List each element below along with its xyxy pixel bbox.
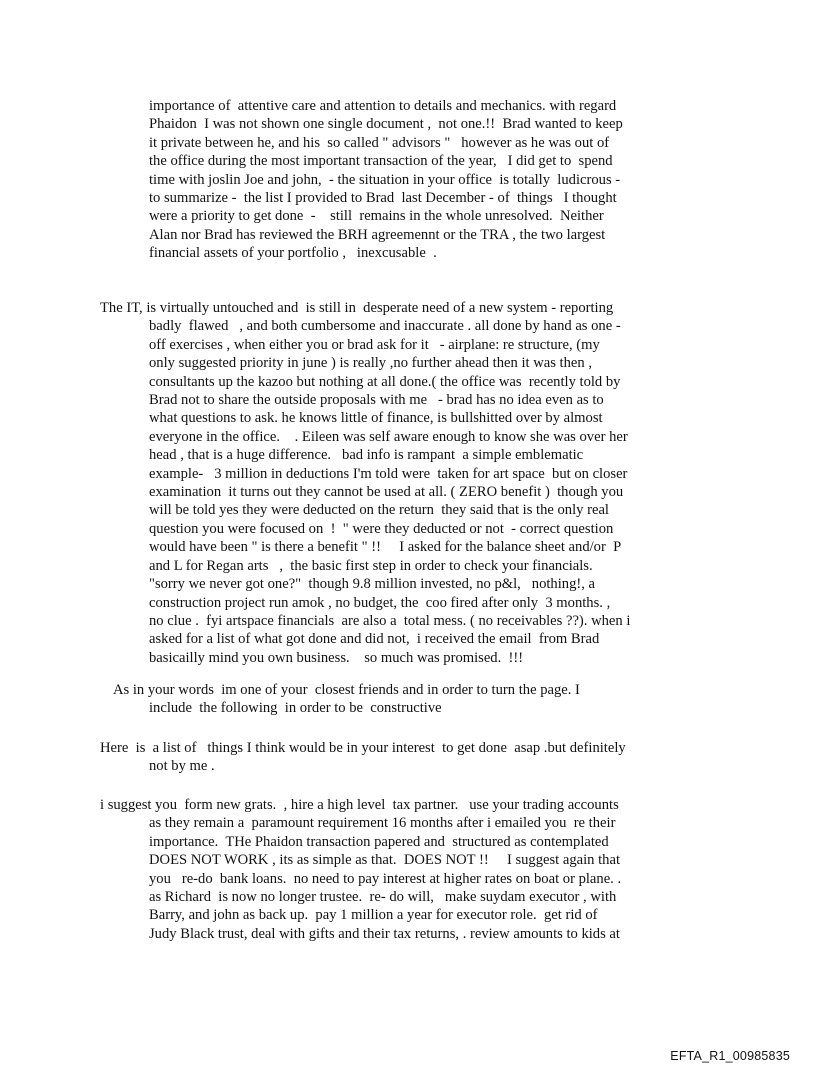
text-line: DOES NOT WORK , its as simple as that. DOES NOT !! I suggest again that bbox=[149, 852, 621, 869]
text-line: Phaidon I was not shown one single document , not one.!! Brad wanted to keep bbox=[149, 116, 623, 133]
text-line: were a priority to get done - still remains in the whole unresolved. Neither bbox=[149, 208, 604, 225]
text-line: head , that is a huge difference. bad info is rampant a simple emblematic bbox=[149, 447, 584, 464]
text-line: include the following in order to be constructive bbox=[149, 700, 442, 717]
text-line: asked for a list of what got done and did not, i received the email from Brad bbox=[149, 631, 600, 648]
paragraph-list-intro bbox=[100, 739, 626, 776]
text-line: construction project run amok , no budget, the coo fired after only 3 months. , bbox=[149, 594, 611, 611]
paragraph-closest-friends bbox=[113, 681, 580, 718]
text-line: financial assets of your portfolio , inexcusable . bbox=[149, 245, 437, 262]
text-line: importance. THe Phaidon transaction papered and structured as contemplated bbox=[149, 833, 609, 850]
text-line: will be told yes they were deducted on the return they said that is the only real bbox=[149, 502, 609, 519]
text-line: off exercises , when either you or brad ask for it - airplane: re structure, (my bbox=[149, 336, 600, 353]
text-line: badly flawed , and both cumbersome and inaccurate . all done by hand as one - bbox=[149, 318, 621, 335]
text-line: "sorry we never got one?" though 9.8 million invested, no p&l, nothing!, a bbox=[149, 576, 596, 593]
text-line: only suggested priority in june ) is really ,no further ahead then it was then , bbox=[149, 355, 592, 372]
paragraph-suggestions bbox=[100, 796, 621, 943]
text-line: you re-do bank loans. no need to pay interest at higher rates on boat or plane. . bbox=[149, 870, 622, 887]
text-line: Here is a list of things I think would be in your interest to get done asap .but definitely bbox=[100, 740, 626, 756]
text-line: not by me . bbox=[149, 758, 215, 775]
text-line: everyone in the office. . Eileen was self aware enough to know she was over her bbox=[149, 428, 628, 445]
text-line: examination it turns out they cannot be used at all. ( ZERO benefit ) though you bbox=[149, 484, 624, 501]
text-line: Barry, and john as back up. pay 1 million a year for executor role. get rid of bbox=[149, 907, 598, 924]
document-id-footer: EFTA_R1_00985835 bbox=[670, 1049, 790, 1063]
text-line: as Richard is now no longer trustee. re- do will, make suydam executor , with bbox=[149, 889, 617, 906]
text-line: consultants up the kazoo but nothing at all done.( the office was recently told by bbox=[149, 373, 621, 390]
text-line: i suggest you form new grats. , hire a high level tax partner. use your trading accounts bbox=[100, 797, 619, 813]
text-line: no clue . fyi artspace financials are also a total mess. ( no receivables ??). when i bbox=[149, 612, 631, 629]
paragraph-phaidon bbox=[149, 97, 623, 263]
text-line: the office during the most important transaction of the year, I did get to spend bbox=[149, 153, 613, 170]
text-line: as they remain a paramount requirement 16 months after i emailed you re their bbox=[149, 815, 616, 832]
text-line: Judy Black trust, deal with gifts and their tax returns, . review amounts to kids at bbox=[149, 925, 620, 942]
text-line: basicailly mind you own business. so much was promised. !!! bbox=[149, 649, 524, 666]
text-line: to summarize - the list I provided to Brad last December - of things I thought bbox=[149, 190, 617, 207]
text-line: question you were focused on ! " were they deducted or not - correct question bbox=[149, 520, 614, 537]
paragraph-it-system bbox=[100, 299, 630, 667]
text-line: Alan nor Brad has reviewed the BRH agreemennt or the TRA , the two largest bbox=[149, 226, 606, 243]
text-line: would have been " is there a benefit " !! I asked for the balance sheet and/or P bbox=[149, 539, 622, 556]
text-line: and L for Regan arts , the basic first step in order to check your financials. bbox=[149, 557, 593, 574]
text-line: importance of attentive care and attention to details and mechanics. with regard bbox=[149, 98, 617, 114]
text-line: The IT, is virtually untouched and is still in desperate need of a new system - reporting bbox=[100, 300, 614, 316]
text-line: Brad not to share the outside proposals with me - brad has no idea even as to bbox=[149, 392, 604, 409]
text-line: As in your words im one of your closest friends and in order to turn the page. I bbox=[113, 682, 580, 698]
text-line: example- 3 million in deductions I'm told were taken for art space but on closer bbox=[149, 465, 628, 482]
text-line: what questions to ask. he knows little of finance, is bullshitted over by almost bbox=[149, 410, 603, 427]
text-line: time with joslin Joe and john, - the situation in your office is totally ludicrous - bbox=[149, 171, 621, 188]
text-line: it private between he, and his so called " advisors " however as he was out of bbox=[149, 134, 610, 151]
